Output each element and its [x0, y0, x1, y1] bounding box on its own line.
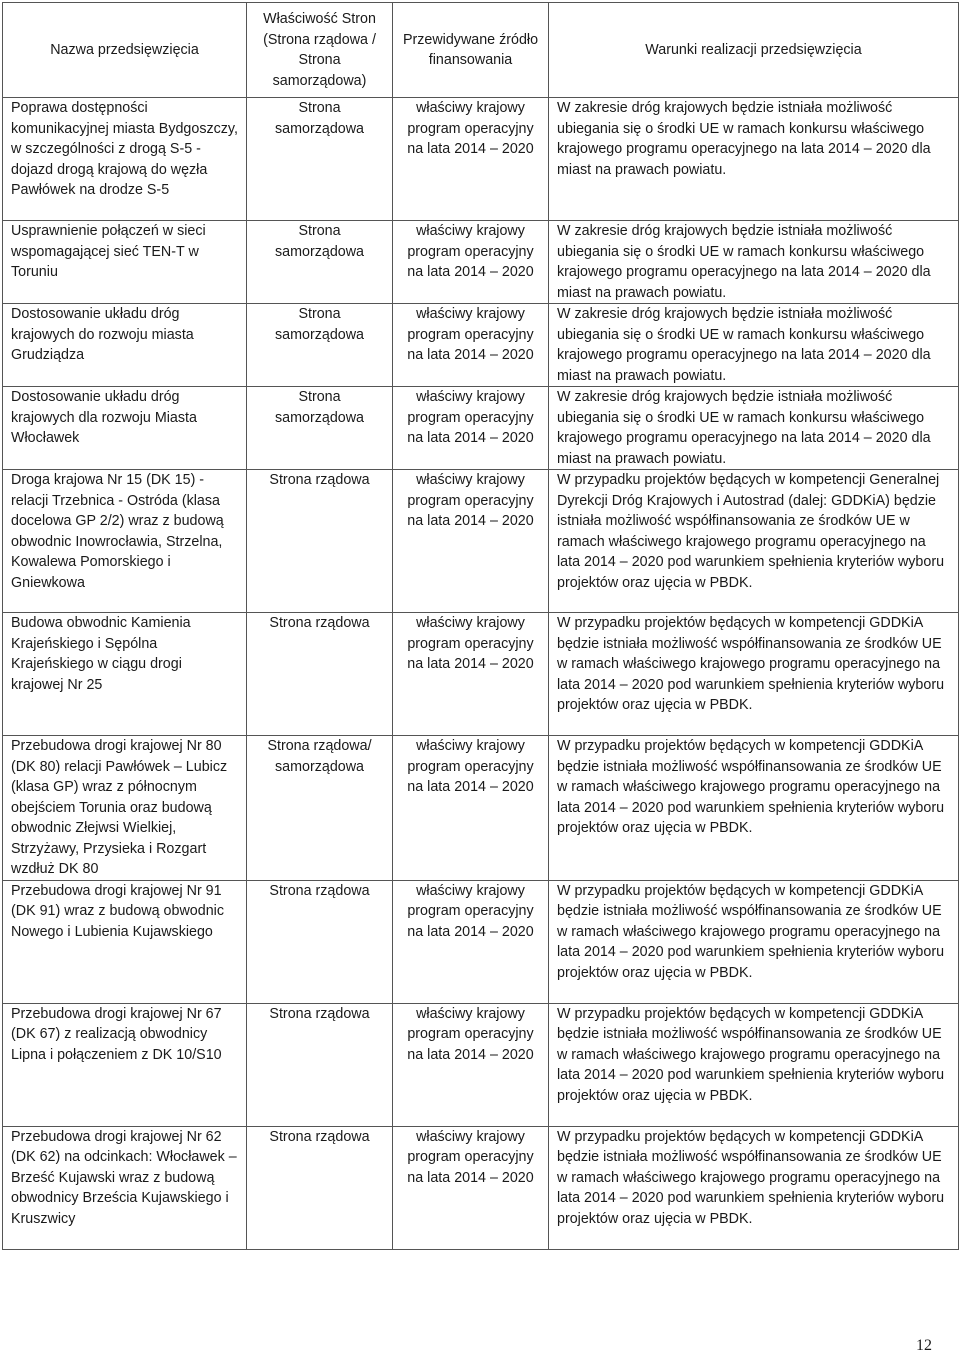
party-cell: Strona rządowa: [247, 613, 393, 736]
party-cell: Strona rządowa: [247, 1003, 393, 1126]
funding-source-cell: właściwy krajowy program operacyjny na lata 2014 – 2020: [393, 387, 549, 470]
funding-source-cell: właściwy krajowy program operacyjny na lata 2014 – 2020: [393, 613, 549, 736]
project-name-cell: Przebudowa drogi krajowej Nr 67 (DK 67) z realizacją obwodnicy Lipna i połączeniem z DK 10/S10: [3, 1003, 247, 1126]
conditions-cell: W przypadku projektów będących w kompetencji GDDKiA będzie istniała możliwość współfinansowania ze środków UE w ramach właściwego krajowego programu operacyjnego na lata 2014 – 2020 pod warunkiem spełnienia kryteriów wyboru projektów oraz ujęcia w PBDK.: [549, 1126, 959, 1249]
table-row: [3, 1126, 959, 1249]
conditions-cell: W przypadku projektów będących w kompetencji GDDKiA będzie istniała możliwość współfinansowania ze środków UE w ramach właściwego krajowego programu operacyjnego na lata 2014 – 2020 pod warunkiem spełnienia kryteriów wyboru projektów oraz ujęcia w PBDK.: [549, 736, 959, 881]
funding-source-cell: właściwy krajowy program operacyjny na lata 2014 – 2020: [393, 880, 549, 1003]
conditions-cell: W przypadku projektów będących w kompetencji GDDKiA będzie istniała możliwość współfinansowania ze środków UE w ramach właściwego krajowego programu operacyjnego na lata 2014 – 2020 pod warunkiem spełnienia kryteriów wyboru projektów oraz ujęcia w PBDK.: [549, 880, 959, 1003]
party-cell: Strona rządowa: [247, 470, 393, 613]
conditions-cell: W przypadku projektów będących w kompetencji GDDKiA będzie istniała możliwość współfinansowania ze środków UE w ramach właściwego krajowego programu operacyjnego na lata 2014 – 2020 pod warunkiem spełnienia kryteriów wyboru projektów oraz ujęcia w PBDK.: [549, 1003, 959, 1126]
project-name-cell: Przebudowa drogi krajowej Nr 62 (DK 62) na odcinkach: Włocławek – Brześć Kujawski wraz z budową obwodnicy Brześcia Kujawskiego i Kruszwicy: [3, 1126, 247, 1249]
conditions-cell: W przypadku projektów będących w kompetencji GDDKiA będzie istniała możliwość współfinansowania ze środków UE w ramach właściwego krajowego programu operacyjnego na lata 2014 – 2020 pod warunkiem spełnienia kryteriów wyboru projektów oraz ujęcia w PBDK.: [549, 613, 959, 736]
table-row: [3, 736, 959, 881]
project-name-cell: Dostosowanie układu dróg krajowych dla rozwoju Miasta Włocławek: [3, 387, 247, 470]
project-name-cell: Usprawnienie połączeń w sieci wspomagającej sieć TEN-T w Toruniu: [3, 221, 247, 304]
funding-source-cell: właściwy krajowy program operacyjny na lata 2014 – 2020: [393, 736, 549, 881]
table-row: [3, 304, 959, 387]
party-cell: Strona samorządowa: [247, 387, 393, 470]
funding-source-cell: właściwy krajowy program operacyjny na lata 2014 – 2020: [393, 1126, 549, 1249]
party-cell: Strona samorządowa: [247, 221, 393, 304]
project-name-cell: Budowa obwodnic Kamienia Krajeńskiego i Sępólna Krajeńskiego w ciągu drogi krajowej Nr 25: [3, 613, 247, 736]
conditions-cell: W przypadku projektów będących w kompetencji Generalnej Dyrekcji Dróg Krajowych i Autostrad (dalej: GDDKiA) będzie istniała możliwość współfinansowania ze środków UE w ramach właściwego krajowego programu operacyjnego na lata 2014 – 2020 pod warunkiem spełnienia kryteriów wyboru projektów oraz ujęcia w PBDK.: [549, 470, 959, 613]
funding-source-cell: właściwy krajowy program operacyjny na lata 2014 – 2020: [393, 1003, 549, 1126]
funding-source-cell: właściwy krajowy program operacyjny na lata 2014 – 2020: [393, 470, 549, 613]
table-row: [3, 613, 959, 736]
page-number: 12: [916, 1337, 932, 1354]
table-header-row: [3, 3, 959, 98]
investment-table: [2, 2, 959, 1250]
party-cell: Strona rządowa: [247, 880, 393, 1003]
table-row: [3, 98, 959, 221]
conditions-cell: W zakresie dróg krajowych będzie istniała możliwość ubiegania się o środki UE w ramach konkursu właściwego krajowego programu operacyjnego na lata 2014 – 2020 dla miast na prawach powiatu.: [549, 98, 959, 221]
table-row: [3, 221, 959, 304]
table-row: [3, 387, 959, 470]
party-cell: Strona rządowa: [247, 1126, 393, 1249]
project-name-cell: Przebudowa drogi krajowej Nr 80 (DK 80) relacji Pawłówek – Lubicz (klasa GP) wraz z północnym obejściem Torunia oraz budową obwodnic Złejwsi Wielkiej, Strzyżawy, Przysieka i Rozgart wzdłuż DK 80: [3, 736, 247, 881]
conditions-cell: W zakresie dróg krajowych będzie istniała możliwość ubiegania się o środki UE w ramach konkursu właściwego krajowego programu operacyjnego na lata 2014 – 2020 dla miast na prawach powiatu.: [549, 387, 959, 470]
table-row: [3, 470, 959, 613]
party-cell: Strona samorządowa: [247, 304, 393, 387]
project-name-cell: Poprawa dostępności komunikacyjnej miasta Bydgoszczy, w szczególności z drogą S-5 - dojazd drogą krajową do węzła Pawłówek na drodze S-5: [3, 98, 247, 221]
header-project-name: Nazwa przedsięwzięcia: [3, 3, 247, 98]
project-name-cell: Przebudowa drogi krajowej Nr 91 (DK 91) wraz z budową obwodnic Nowego i Lubienia Kujawskiego: [3, 880, 247, 1003]
table-row: [3, 1003, 959, 1126]
header-funding-source: Przewidywane źródło finansowania: [393, 3, 549, 98]
conditions-cell: W zakresie dróg krajowych będzie istniała możliwość ubiegania się o środki UE w ramach konkursu właściwego krajowego programu operacyjnego na lata 2014 – 2020 dla miast na prawach powiatu.: [549, 304, 959, 387]
funding-source-cell: właściwy krajowy program operacyjny na lata 2014 – 2020: [393, 304, 549, 387]
header-conditions: Warunki realizacji przedsięwzięcia: [549, 3, 959, 98]
table-row: [3, 880, 959, 1003]
funding-source-cell: właściwy krajowy program operacyjny na lata 2014 – 2020: [393, 98, 549, 221]
party-cell: Strona rządowa/ samorządowa: [247, 736, 393, 881]
header-party: Właściwość Stron (Strona rządowa / Strona samorządowa): [247, 3, 393, 98]
funding-source-cell: właściwy krajowy program operacyjny na lata 2014 – 2020: [393, 221, 549, 304]
conditions-cell: W zakresie dróg krajowych będzie istniała możliwość ubiegania się o środki UE w ramach konkursu właściwego krajowego programu operacyjnego na lata 2014 – 2020 dla miast na prawach powiatu.: [549, 221, 959, 304]
party-cell: Strona samorządowa: [247, 98, 393, 221]
project-name-cell: Droga krajowa Nr 15 (DK 15) - relacji Trzebnica - Ostróda (klasa docelowa GP 2/2) wraz z budową obwodnic Inowrocławia, Strzelna, Kowalewa Pomorskiego i Gniewkowa: [3, 470, 247, 613]
project-name-cell: Dostosowanie układu dróg krajowych do rozwoju miasta Grudziądza: [3, 304, 247, 387]
